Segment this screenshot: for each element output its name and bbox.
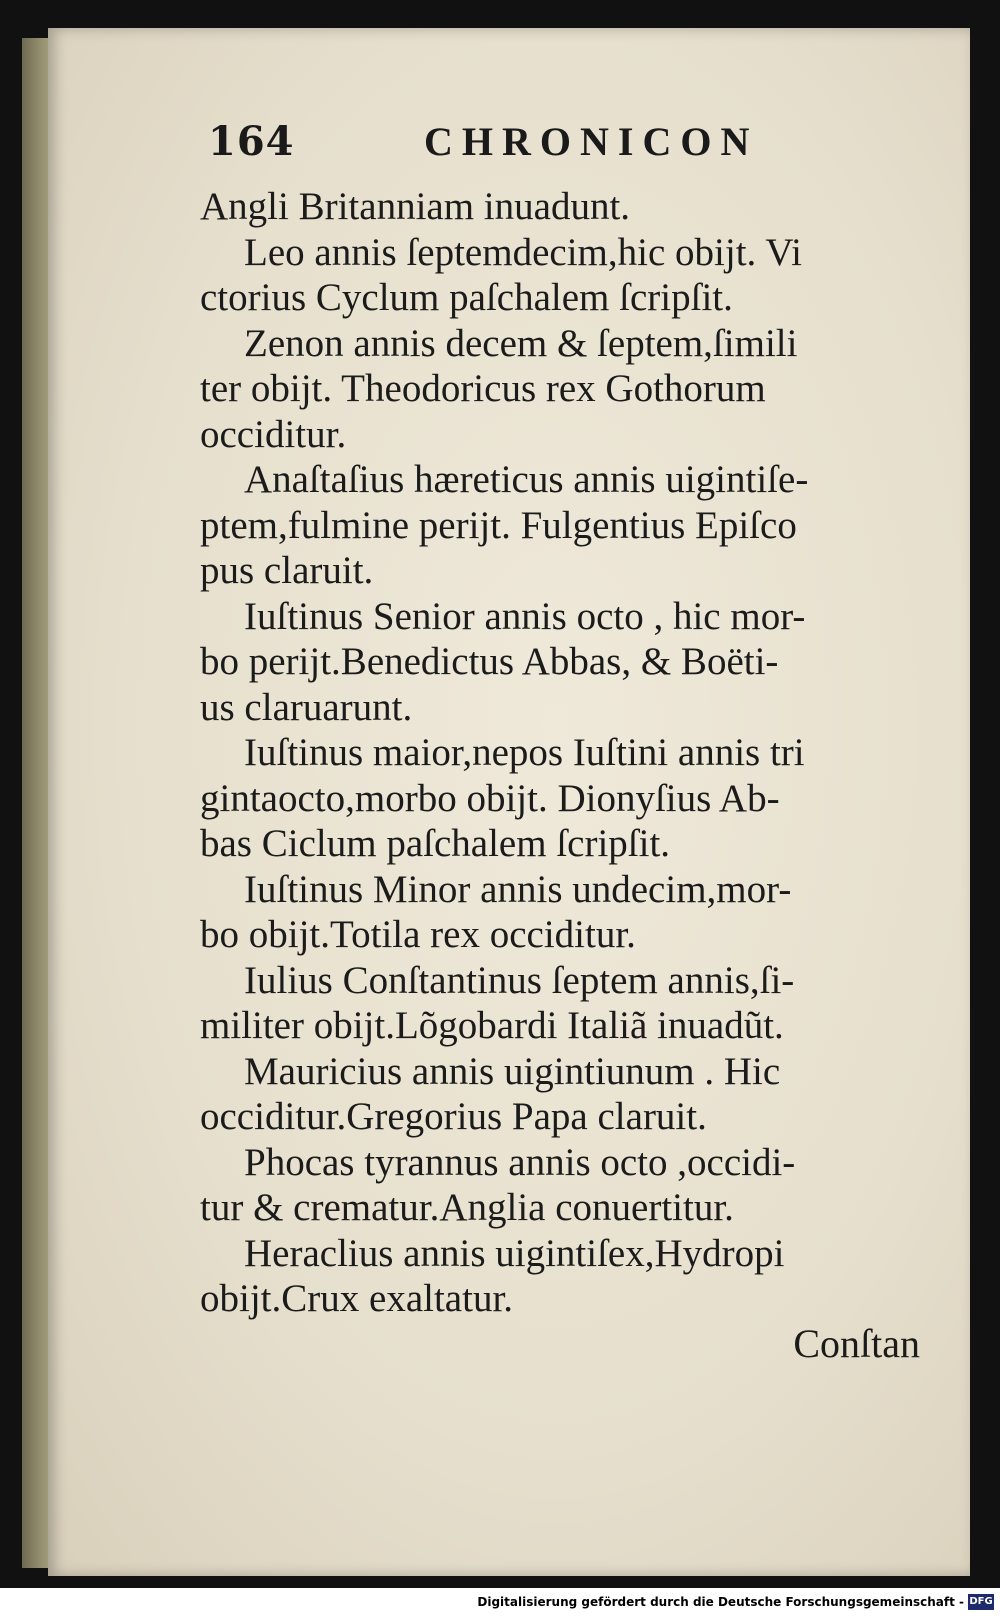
catchword: Conſtan xyxy=(793,1321,920,1366)
text-line: us claruarunt. xyxy=(200,685,413,729)
text-line: tur & crematur.Anglia conuertitur. xyxy=(200,1186,734,1229)
text-line: Iuſtinus maior,nepos Iuſtini annis tri xyxy=(244,731,805,774)
text-line: pus claruit. xyxy=(200,549,374,592)
text-line: ctorius Cyclum paſchalem ſcripſit. xyxy=(200,276,733,319)
text-line: ter obijt. Theodoricus rex Gothorum xyxy=(200,367,766,410)
text-line: gintaocto,morbo obijt. Dionyſius Ab- xyxy=(200,776,780,820)
text-line: bo obijt.Totila rex occiditur. xyxy=(200,913,636,956)
text-line: occiditur.Gregorius Papa claruit. xyxy=(200,1095,707,1138)
text-line: bo perijt.Benedictus Abbas, & Boëti- xyxy=(200,640,779,683)
text-line: obijt.Crux exaltatur. xyxy=(200,1277,514,1320)
text-line: militer obijt.Lõgobardi Italiã inuadũt. xyxy=(200,1004,784,1047)
text-line: Zenon annis decem & ſeptem,ſimili xyxy=(244,321,798,365)
text-line: Anaſtaſius hæreticus annis uigintiſe- xyxy=(244,458,809,501)
page-header xyxy=(208,118,808,178)
footer-bar xyxy=(0,1588,1000,1620)
text-line: Iuſtinus Minor annis undecim,mor- xyxy=(244,867,792,911)
text-line: Mauricius annis uigintiunum . Hic xyxy=(244,1049,781,1093)
page-number: 164 xyxy=(208,118,295,165)
text-line: Iulius Conſtantinus ſeptem annis,ſi- xyxy=(244,958,795,1002)
text-line: bas Ciclum paſchalem ſcripſit. xyxy=(200,822,671,865)
text-line: ptem,fulmine perijt. Fulgentius Epiſco xyxy=(200,503,797,547)
text-line: occiditur. xyxy=(200,412,347,456)
running-title: CHRONICON xyxy=(424,119,759,164)
footer-credit: Digitalisierung gefördert durch die Deutsche Forschungsgemeinschaft - xyxy=(477,1595,964,1609)
text-line: Leo annis ſeptemdecim,hic obijt. Vi xyxy=(244,230,802,274)
text-line: Phocas tyrannus annis octo ,occidi- xyxy=(244,1140,796,1184)
text-line: Heraclius annis uigintiſex,Hydropi xyxy=(244,1231,785,1275)
text-line: Angli Britanniam inuadunt. xyxy=(200,185,631,228)
dfg-logo-icon: DFG xyxy=(968,1594,994,1610)
main-text xyxy=(200,184,945,1322)
text-line: Iuſtinus Senior annis octo , hic mor- xyxy=(244,594,806,638)
